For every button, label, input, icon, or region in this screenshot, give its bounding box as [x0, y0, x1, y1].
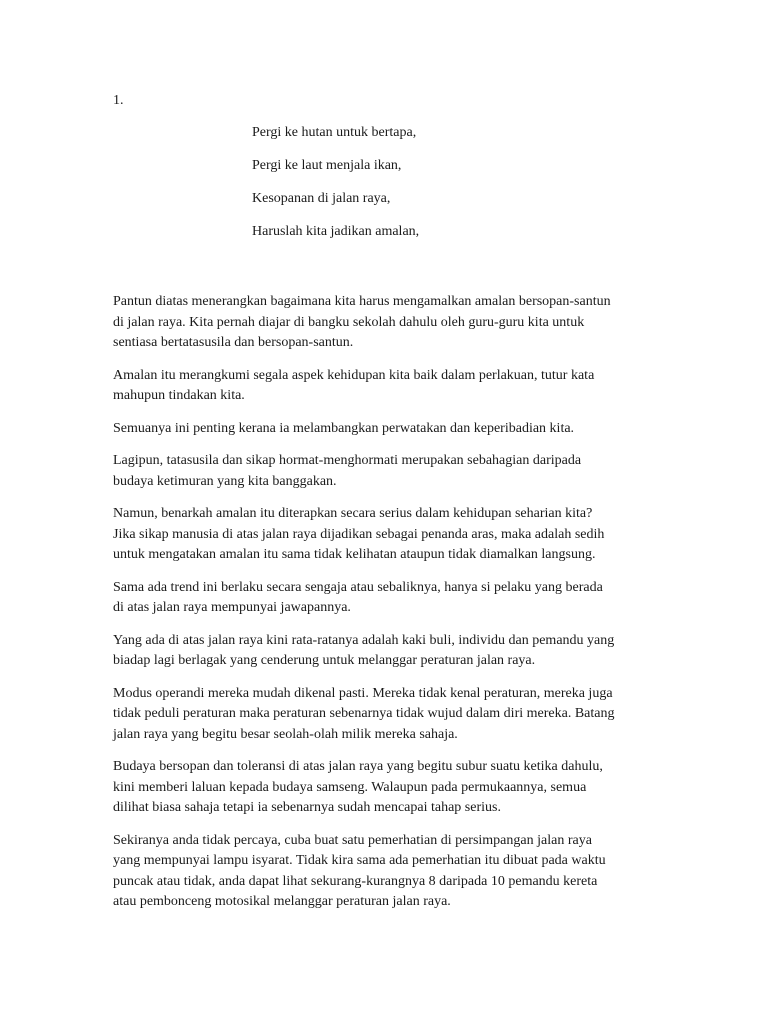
text-line: dilihat biasa sahaja tetapi ia sebenarnya sudah mencapai tahap serius.	[113, 800, 501, 815]
pantun-line: Kesopanan di jalan raya,	[252, 191, 391, 206]
text-line: kini memberi laluan kepada budaya samseng. Walaupun pada permukaannya, semua	[113, 779, 587, 795]
text-line: Amalan itu merangkumi segala aspek kehidupan kita baik dalam perlakuan, tutur kata	[113, 367, 595, 383]
paragraph	[113, 757, 653, 819]
text-line: Pantun diatas menerangkan bagaimana kita harus mengamalkan amalan bersopan-santun	[113, 294, 611, 309]
text-line: yang mempunyai lampu isyarat. Tidak kira sama ada pemerhatian itu dibuat pada waktu	[113, 853, 606, 868]
text-line: Sama ada trend ini berlaku secara sengaja atau sebaliknya, hanya si pelaku yang berada	[113, 579, 603, 595]
paragraph	[113, 419, 653, 440]
pantun-verse	[252, 124, 419, 256]
text-line: Namun, benarkah amalan itu diterapkan secara serius dalam kehidupan seharian kita?	[113, 506, 593, 521]
text-line: Lagipun, tatasusila dan sikap hormat-menghormati merupakan sebahagian daripada	[113, 453, 582, 468]
paragraph	[113, 504, 653, 566]
text-line: mahupun tindakan kita.	[113, 388, 245, 403]
paragraph	[113, 292, 653, 354]
text-line: Budaya bersopan dan toleransi di atas jalan raya yang begitu subur suatu ketika dahulu,	[113, 759, 603, 774]
pantun-line: Pergi ke hutan untuk bertapa,	[252, 125, 417, 140]
section-number: 1.	[113, 93, 124, 108]
text-line: jalan raya yang begitu besar seolah-olah milik mereka sahaja.	[113, 726, 458, 742]
paragraph	[113, 451, 653, 492]
text-line: biadap lagi berlagak yang cenderung untuk melanggar peraturan jalan raya.	[113, 653, 536, 668]
text-line: sentiasa bertatasusila dan bersopan-santun.	[113, 335, 354, 350]
text-line: di jalan raya. Kita pernah diajar di bangku sekolah dahulu oleh guru-guru kita untuk	[113, 314, 585, 330]
pantun-line: Pergi ke laut menjala ikan,	[252, 158, 402, 173]
text-line: budaya ketimuran yang kita banggakan.	[113, 473, 337, 489]
text-line: Modus operandi mereka mudah dikenal pasti. Mereka tidak kenal peraturan, mereka juga	[113, 685, 613, 701]
text-line: puncak atau tidak, anda dapat lihat sekurang-kurangnya 8 daripada 10 pemandu kereta	[113, 873, 598, 889]
text-line: Sekiranya anda tidak percaya, cuba buat satu pemerhatian di persimpangan jalan raya	[113, 832, 592, 848]
text-line: Yang ada di atas jalan raya kini rata-ratanya adalah kaki buli, individu dan pemandu yang	[113, 632, 615, 648]
text-line: Semuanya ini penting kerana ia melambangkan perwatakan dan keperibadian kita.	[113, 420, 575, 436]
text-line: atau pembonceng motosikal melanggar peraturan jalan raya.	[113, 894, 451, 909]
paragraph	[113, 631, 653, 672]
pantun-line: Haruslah kita jadikan amalan,	[252, 224, 420, 239]
text-line: tidak peduli peraturan maka peraturan sebenarnya tidak wujud dalam diri mereka. Batang	[113, 706, 615, 721]
paragraph	[113, 831, 653, 913]
paragraph	[113, 578, 653, 619]
body-text	[113, 292, 653, 925]
text-line: di atas jalan raya mempunyai jawapannya.	[113, 600, 351, 615]
paragraph	[113, 366, 653, 407]
text-line: Jika sikap manusia di atas jalan raya dijadikan sebagai penanda aras, maka adalah sedih	[113, 526, 605, 542]
text-line: untuk mengatakan amalan itu sama tidak kelihatan ataupun tidak diamalkan langsung.	[113, 547, 596, 562]
paragraph	[113, 684, 653, 746]
